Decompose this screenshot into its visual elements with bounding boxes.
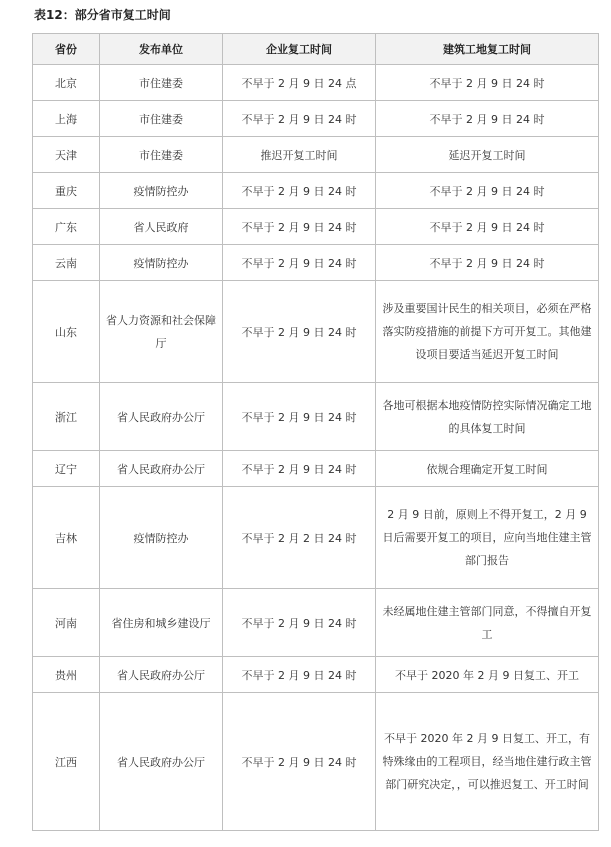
cell-issuer: 省住房和城乡建设厅: [100, 589, 223, 657]
table-row: [33, 209, 599, 245]
cell-construction: 不早于 2 月 9 日 24 时: [376, 173, 599, 209]
cell-province: 河南: [33, 589, 100, 657]
cell-province: 广东: [33, 209, 100, 245]
cell-issuer: 市住建委: [100, 137, 223, 173]
cell-province: 重庆: [33, 173, 100, 209]
cell-issuer: 省人民政府办公厅: [100, 693, 223, 831]
cell-province: 北京: [33, 65, 100, 101]
cell-province: 江西: [33, 693, 100, 831]
table-row: [33, 101, 599, 137]
cell-enterprise: 不早于 2 月 9 日 24 时: [223, 173, 376, 209]
cell-enterprise: 不早于 2 月 9 日 24 时: [223, 209, 376, 245]
cell-construction: 2 月 9 日前，原则上不得开复工，2 月 9 日后需要开复工的项目，应向当地住建主管部门报告: [376, 487, 599, 589]
cell-construction: 未经属地住建主管部门同意，不得擅自开复工: [376, 589, 599, 657]
cell-province: 吉林: [33, 487, 100, 589]
cell-issuer: 省人民政府办公厅: [100, 657, 223, 693]
cell-construction: 不早于 2 月 9 日 24 时: [376, 101, 599, 137]
header-row: [33, 34, 599, 65]
cell-enterprise: 不早于 2 月 9 日 24 时: [223, 657, 376, 693]
cell-construction: 不早于 2020 年 2 月 9 日复工、开工: [376, 657, 599, 693]
header-issuer: 发布单位: [100, 34, 223, 65]
cell-construction: 不早于 2020 年 2 月 9 日复工、开工，有特殊缘由的工程项目，经当地住建行政主管部门研究决定，，可以推迟复工、开工时间: [376, 693, 599, 831]
table-row: [33, 487, 599, 589]
cell-construction: 不早于 2 月 9 日 24 时: [376, 245, 599, 281]
header-enterprise: 企业复工时间: [223, 34, 376, 65]
table-row: [33, 137, 599, 173]
cell-issuer: 疫情防控办: [100, 487, 223, 589]
cell-province: 上海: [33, 101, 100, 137]
cell-enterprise: 不早于 2 月 9 日 24 时: [223, 101, 376, 137]
cell-province: 天津: [33, 137, 100, 173]
table-title: 表12：部分省市复工时间: [34, 8, 171, 22]
table-row: [33, 281, 599, 383]
cell-province: 云南: [33, 245, 100, 281]
resumption-table: [32, 33, 599, 831]
cell-issuer: 省人民政府: [100, 209, 223, 245]
header-construction: 建筑工地复工时间: [376, 34, 599, 65]
table-row: [33, 693, 599, 831]
cell-enterprise: 不早于 2 月 9 日 24 点: [223, 65, 376, 101]
cell-construction: 涉及重要国计民生的相关项目，必须在严格落实防疫措施的前提下方可开复工。其他建设项目要适当延迟开复工时间: [376, 281, 599, 383]
cell-construction: 不早于 2 月 9 日 24 时: [376, 65, 599, 101]
cell-issuer: 疫情防控办: [100, 245, 223, 281]
cell-enterprise: 不早于 2 月 9 日 24 时: [223, 383, 376, 451]
table-row: [33, 657, 599, 693]
cell-enterprise: 不早于 2 月 2 日 24 时: [223, 487, 376, 589]
cell-issuer: 市住建委: [100, 101, 223, 137]
cell-province: 辽宁: [33, 451, 100, 487]
cell-province: 山东: [33, 281, 100, 383]
cell-construction: 延迟开复工时间: [376, 137, 599, 173]
table-row: [33, 173, 599, 209]
cell-enterprise: 不早于 2 月 9 日 24 时: [223, 245, 376, 281]
cell-issuer: 省人力资源和社会保障厅: [100, 281, 223, 383]
cell-province: 浙江: [33, 383, 100, 451]
cell-enterprise: 推迟开复工时间: [223, 137, 376, 173]
table-row: [33, 589, 599, 657]
cell-construction: 依规合理确定开复工时间: [376, 451, 599, 487]
cell-issuer: 省人民政府办公厅: [100, 383, 223, 451]
table-row: [33, 245, 599, 281]
header-province: 省份: [33, 34, 100, 65]
cell-enterprise: 不早于 2 月 9 日 24 时: [223, 589, 376, 657]
cell-enterprise: 不早于 2 月 9 日 24 时: [223, 693, 376, 831]
table-row: [33, 451, 599, 487]
cell-issuer: 市住建委: [100, 65, 223, 101]
table-row: [33, 65, 599, 101]
cell-enterprise: 不早于 2 月 9 日 24 时: [223, 451, 376, 487]
cell-construction: 不早于 2 月 9 日 24 时: [376, 209, 599, 245]
cell-issuer: 疫情防控办: [100, 173, 223, 209]
cell-construction: 各地可根据本地疫情防控实际情况确定工地的具体复工时间: [376, 383, 599, 451]
table-row: [33, 383, 599, 451]
cell-province: 贵州: [33, 657, 100, 693]
cell-enterprise: 不早于 2 月 9 日 24 时: [223, 281, 376, 383]
cell-issuer: 省人民政府办公厅: [100, 451, 223, 487]
